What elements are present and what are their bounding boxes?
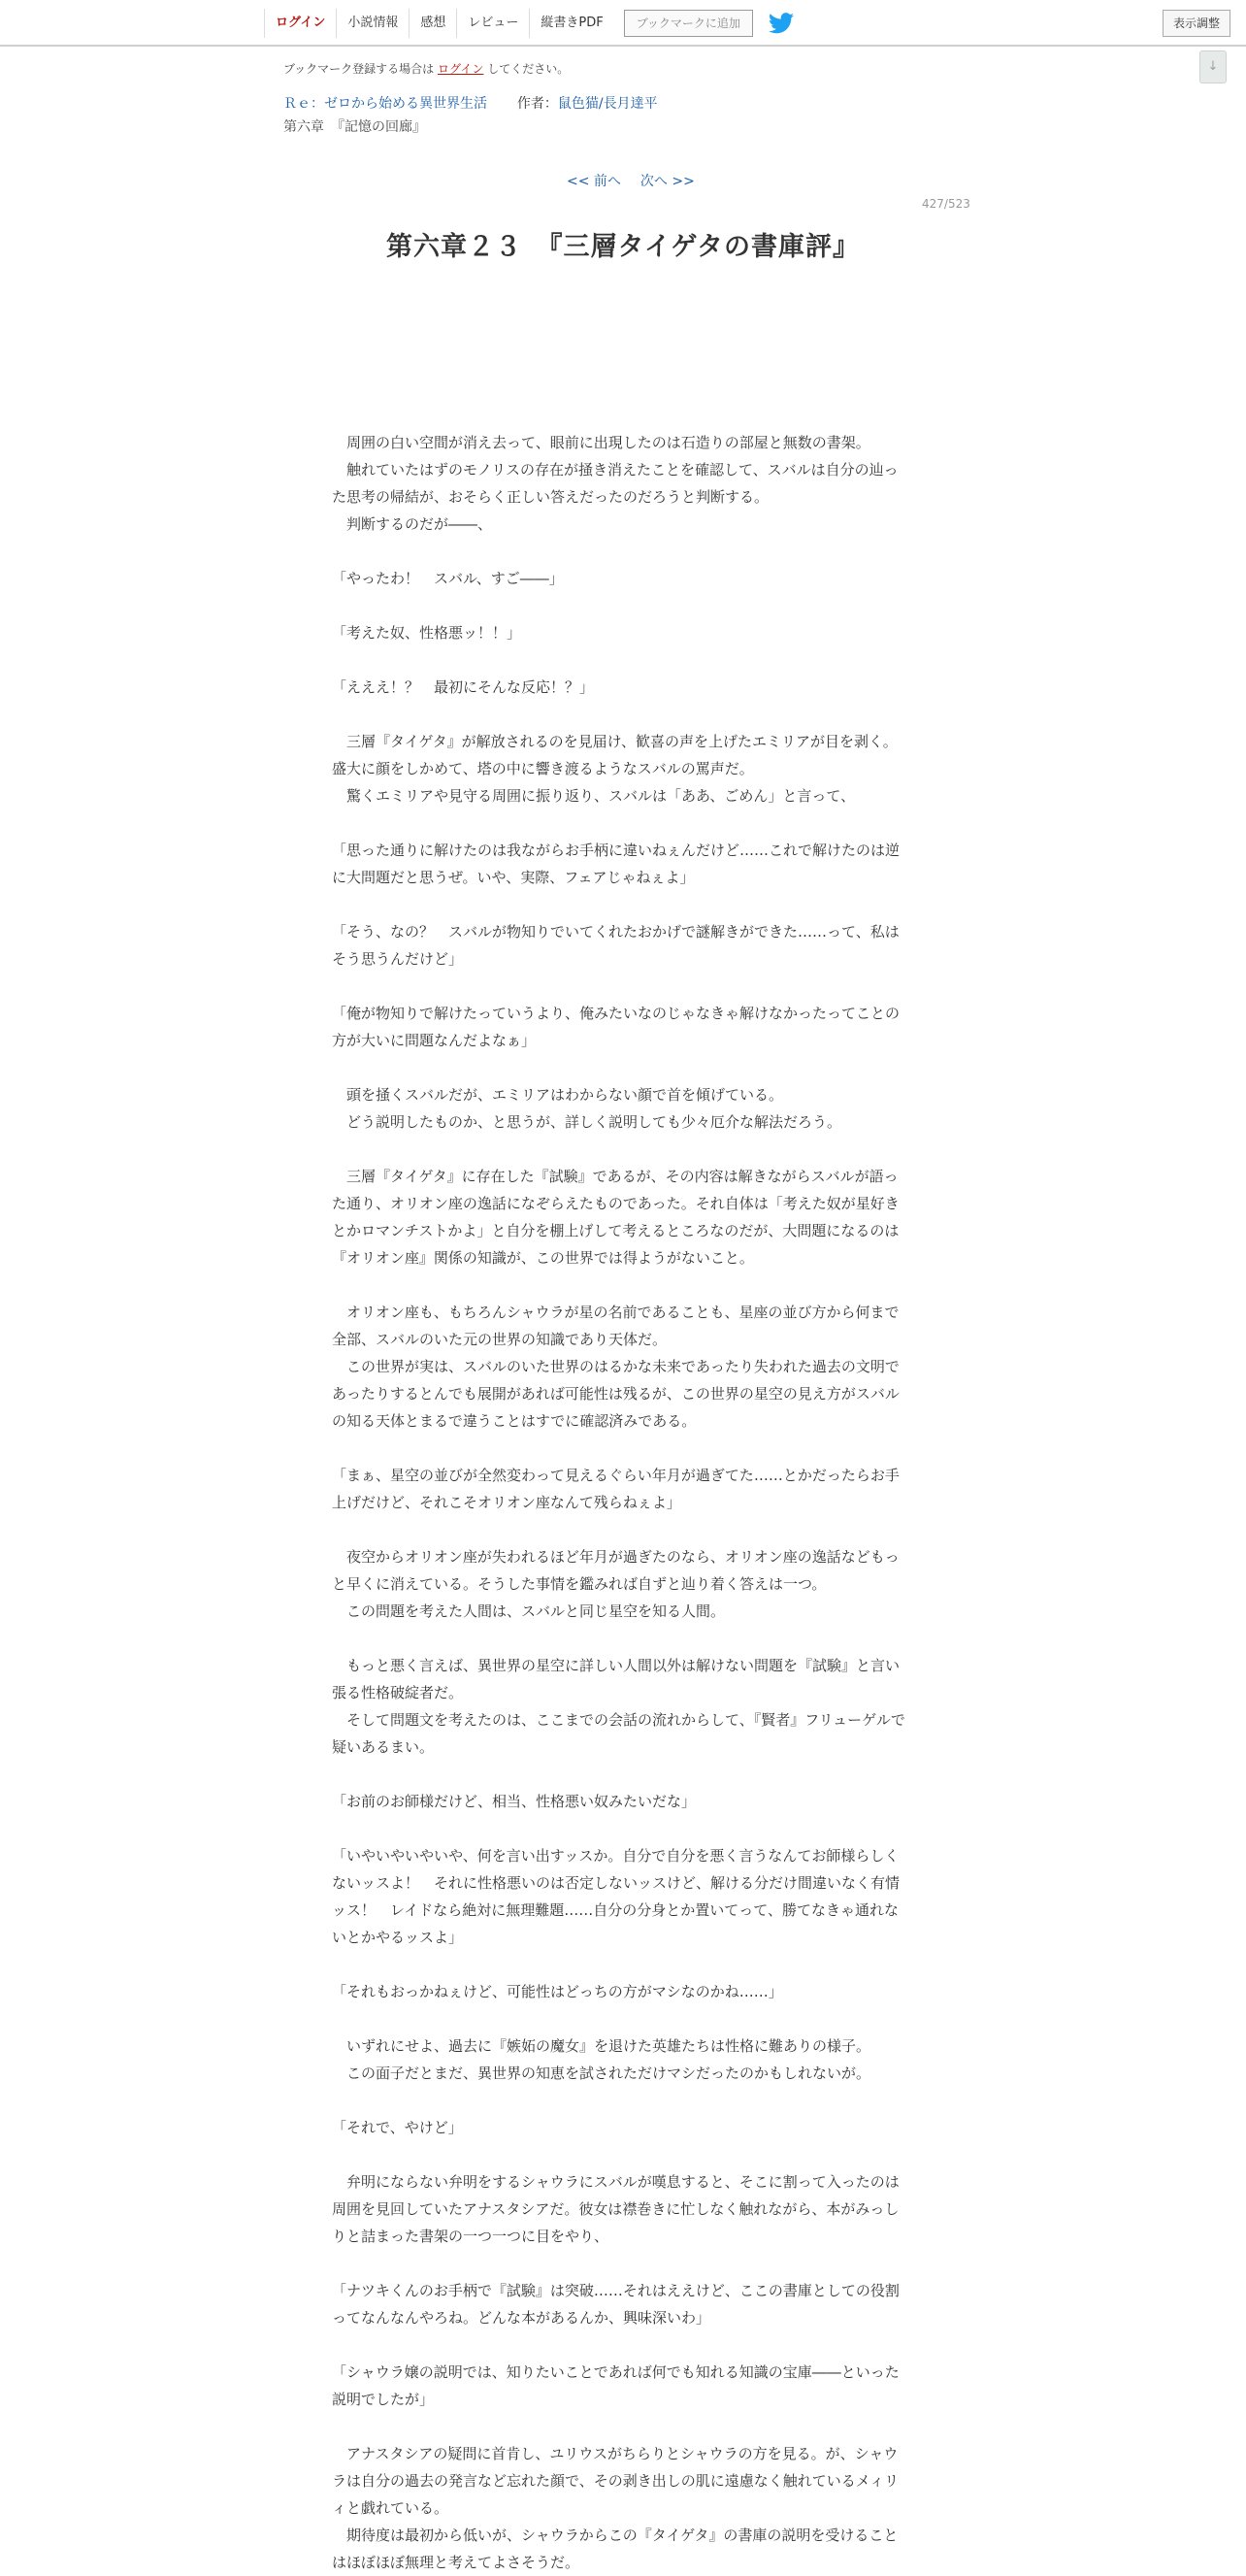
body-line xyxy=(332,347,908,375)
add-bookmark-button[interactable]: ブックマークに追加 xyxy=(624,10,753,37)
body-line: アナスタシアの疑問に首肯し、ユリウスがちらりとシャウラの方を見る。が、シャウラは自分の過去の発言など忘れた顔で、その剥き出しの肌に遠慮なく触れているメィリィと戯れている。 xyxy=(332,2445,900,2517)
body-line: 「シャウラ嬢の説明では、知りたいことであれば何でも知れる知識の宝庫――といった説明でしたが」 xyxy=(332,2363,900,2408)
body-line xyxy=(332,2005,908,2032)
nav-novel-info[interactable]: 小説情報 xyxy=(336,9,409,38)
body-line: 弁明にならない弁明をするシャウラにスバルが嘆息すると、そこに割って入ったのは周囲を見回していたアナスタシアだ。彼女は襟巻きに忙しなく触れながら、本がみっしりと詰まった書架の一つ一つに目をやり、 xyxy=(332,2173,900,2245)
body-line xyxy=(332,1761,908,1788)
body-line xyxy=(332,1271,908,1299)
body-line xyxy=(332,1516,908,1543)
body-line xyxy=(332,973,908,1000)
body-line xyxy=(332,891,908,918)
body-line xyxy=(332,1054,908,1081)
top-bar xyxy=(0,0,1246,47)
body-line: 三層『タイゲタ』に存在した『試験』であるが、その内容は解きながらスバルが語った通り、オリオン座の逸話になぞらえたものであった。それ自体は「考えた奴が星好きとかロマンチストかよ」と自分を棚上げして考えるところなのだが、大問題になるのは『オリオン座』関係の知識が、この世界では得ようがないこと。 xyxy=(332,1168,900,1267)
body-line xyxy=(332,2250,908,2277)
scroll-down-button[interactable]: ↓ xyxy=(1199,50,1227,83)
author-label: 作者： xyxy=(516,96,558,112)
body-line: 「やったわ！ スバル、すご――」 xyxy=(332,570,564,587)
main-nav xyxy=(264,8,794,39)
body-line xyxy=(332,701,908,728)
body-line xyxy=(332,1951,908,1978)
body-line: 「考えた奴、性格悪ッ！！」 xyxy=(332,624,522,642)
body-line: もっと悪く言えば、異世界の星空に詳しい人間以外は解けない問題を『試験』と言い張る性格破綻者だ。 xyxy=(332,1657,901,1701)
body-line xyxy=(332,375,908,402)
chapter-group-title: 第六章 『記憶の回廊』 xyxy=(283,119,426,135)
body-line: この問題を考えた人間は、スバルと同じ星空を知る人間。 xyxy=(332,1602,726,1620)
body-line: 「そう、なの？ スバルが物知りでいてくれたおかげで謎解きができた……って、私はそう思うんだけど」 xyxy=(332,923,900,968)
body-line: 頭を掻くスバルだが、エミリアはわからない顔で首を傾げている。 xyxy=(332,1086,784,1104)
body-line xyxy=(332,646,908,674)
prev-page-link[interactable]: << 前へ xyxy=(567,174,621,189)
nav-review[interactable]: レビュー xyxy=(456,9,529,38)
body-line xyxy=(332,1625,908,1652)
body-line xyxy=(332,809,908,837)
bookmark-note-suffix: してください。 xyxy=(487,62,570,76)
body-line xyxy=(332,402,908,429)
body-line: 「いやいやいやいや、何を言い出すッスか。自分で自分を悪く言うなんてお師様らしくないッスよ！ それに性格悪いのは否定しないッスけど、解ける分だけ間違いなく有情ッス！ レイドなら絶対に無理難題……自分の分身とか置いてって、勝てなきゃ通れないとかやるッスよ」 xyxy=(332,1847,901,1946)
nav-impressions[interactable]: 感想 xyxy=(409,9,456,38)
body-line: 驚くエミリアや見守る周囲に振り返り、スバルは「ああ、ごめん」と言って、 xyxy=(332,787,856,805)
next-page-link[interactable]: 次へ >> xyxy=(639,174,695,189)
series-info xyxy=(283,93,658,113)
body-line xyxy=(332,1815,908,1842)
series-title-link[interactable]: Ｒｅ：ゼロから始める異世界生活 xyxy=(283,96,487,112)
body-line: この面子だとまだ、異世界の知恵を試されただけマシだったのかもしれないが。 xyxy=(332,2064,871,2082)
body-line xyxy=(332,1435,908,1462)
body-line: 周囲の白い空間が消え去って、眼前に出現したのは石造りの部屋と無数の書架。 xyxy=(332,434,870,451)
bookmark-note-prefix: ブックマーク登録する場合は xyxy=(283,62,435,76)
novel-body xyxy=(332,347,908,2576)
body-line xyxy=(332,2087,908,2114)
body-line xyxy=(332,538,908,565)
body-line: オリオン座も、もちろんシャウラが星の名前であることも、星座の並び方から何まで全部、スバルのいた元の世界の知識であり天体だ。 xyxy=(332,1304,900,1348)
body-line: そして問題文を考えたのは、ここまでの会話の流れからして、『賢者』フリューゲルで疑いあるまい。 xyxy=(332,1711,905,1756)
body-line: 「えええ！？ 最初にそんな反応！？」 xyxy=(332,678,595,696)
body-line: 「思った通りに解けたのは我ながらお手柄に違いねぇんだけど……これで解けたのは逆に大問題だと思うぜ。いや、実際、フェアじゃねぇよ」 xyxy=(332,842,901,886)
body-line xyxy=(332,2413,908,2440)
nav-login[interactable]: ログイン xyxy=(264,9,336,38)
body-line: 「それもおっかねぇけど、可能性はどっちの方がマシなのかね……」 xyxy=(332,1983,783,2000)
bookmark-note-login-link[interactable]: ログイン xyxy=(438,62,484,76)
nav-vertical-pdf[interactable]: 縦書きPDF xyxy=(529,9,613,38)
body-line: 夜空からオリオン座が失われるほど年月が過ぎたのなら、オリオン座の逸話などもっと早くに消えている。そうした事情を鑑みれば自ずと辿り着く答えは一つ。 xyxy=(332,1548,900,1593)
author-link[interactable]: 鼠色猫/長月達平 xyxy=(557,96,658,112)
page-counter: 427/523 xyxy=(922,197,970,211)
body-line xyxy=(332,2331,908,2359)
body-line: 「俺が物知りで解けたっていうより、俺みたいなのじゃなきゃ解けなかったってことの方が大いに問題なんだよなぁ」 xyxy=(332,1005,901,1049)
body-line: 判断するのだが――、 xyxy=(332,515,493,533)
bookmark-login-note xyxy=(283,60,569,77)
body-line: この世界が実は、スバルのいた世界のはるかな未来であったり失われた過去の文明であったりするとんでも展開があれば可能性は残るが、この世界の星空の見え方がスバルの知る天体とまるで違うことはすでに確認済みである。 xyxy=(332,1358,900,1430)
body-line xyxy=(332,2141,908,2168)
body-line: いずれにせよ、過去に『嫉妬の魔女』を退けた英雄たちは性格に難ありの様子。 xyxy=(332,2037,871,2055)
body-line: 触れていたはずのモノリスの存在が掻き消えたことを確認して、スバルは自分の辿った思考の帰結が、おそらく正しい答えだったのだろうと判断する。 xyxy=(332,461,899,506)
body-line: 「ナツキくんのお手柄で『試験』は突破……それはええけど、ここの書庫としての役割ってなんなんやろね。どんな本があるんか、興味深いわ」 xyxy=(332,2282,900,2327)
body-line: 「まぁ、星空の並びが全然変わって見えるぐらい年月が過ぎてた……とかだったらお手上げだけど、それこそオリオン座なんて残らねぇよ」 xyxy=(332,1467,900,1511)
body-line: 「お前のお師様だけど、相当、性格悪い奴みたいだな」 xyxy=(332,1793,697,1810)
body-line: 三層『タイゲタ』が解放されるのを見届け、歓喜の声を上げたエミリアが目を剥く。盛大に顔をしかめて、塔の中に響き渡るようなスバルの罵声だ。 xyxy=(332,733,898,777)
body-line xyxy=(332,592,908,619)
body-line: 「それで、やけど」 xyxy=(332,2119,463,2136)
twitter-icon[interactable] xyxy=(769,13,794,34)
chapter-title: 第六章２３ 『三層タイゲタの書庫評』 xyxy=(385,232,861,262)
display-settings-button[interactable]: 表示調整 xyxy=(1163,10,1230,37)
pager xyxy=(567,171,714,190)
body-line: 期待度は最初から低いが、シャウラからこの『タイゲタ』の書庫の説明を受けることはほぼほぼ無理と考えてよさそうだ。 xyxy=(332,2526,899,2571)
body-line xyxy=(332,1136,908,1163)
body-line: どう説明したものか、と思うが、詳しく説明しても少々厄介な解法だろう。 xyxy=(332,1113,842,1131)
